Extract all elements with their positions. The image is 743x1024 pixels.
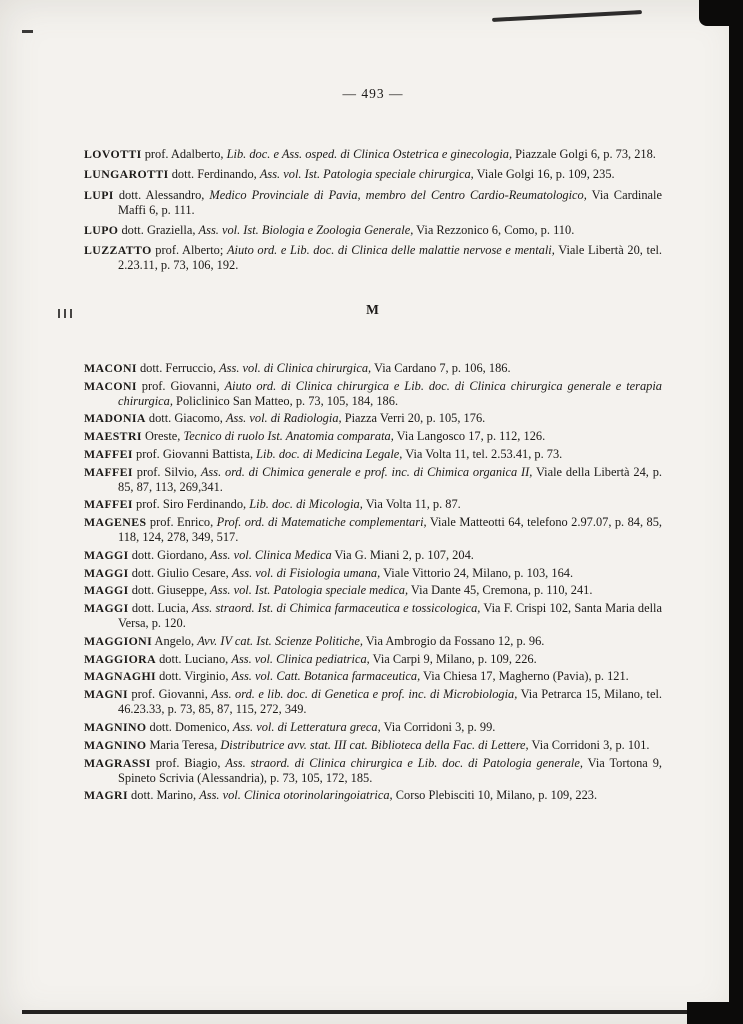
entry-text: prof. Giovanni Battista, [132,446,257,461]
entry-text: dott. Virginio, [156,669,232,684]
entry-text: Via Petrarca 15, Milano, tel. 46.23.33, p. 73, 85, 87, 115, 272, 349. [118,687,662,717]
directory-entry [84,147,662,162]
entry-title-italic: Ass. straord. di Clinica chirurgica e Lib. doc. di Patologia generale, [225,755,583,770]
entry-text: Via Rezzonico 6, Como, p. 110. [413,223,575,238]
entry-text: Via Cardano 7, p. 106, 186. [371,360,511,375]
entry-title-italic: Lib. doc. di Micologia, [249,497,363,512]
page-number: — 493 — [342,86,404,101]
directory-entry [84,583,662,598]
entry-text: dott. Lucia, [128,601,192,616]
entry-title-italic: Ass. vol. Clinica otorinolaringoiatrica, [199,788,393,803]
entry-text: Via Ambrogio da Fossano 12, p. 96. [362,634,545,649]
entry-surname: MAGRASSI [84,755,151,770]
entry-text: Via Dante 45, Cremona, p. 110, 241. [408,583,593,598]
directory-entry [84,167,662,182]
entry-title-italic: Ass. straord. Ist. di Chimica farmaceutica e tossicologica, [191,601,481,616]
directory-entry [84,548,662,563]
directory-entry [84,515,662,545]
entry-text: Viale Vittorio 24, Milano, p. 103, 164. [380,565,574,580]
entry-surname: MAGNAGHI [84,669,157,684]
directory-entry [84,634,662,649]
scan-artifact-margin-tick [64,309,66,318]
entry-text: dott. Giacomo, [145,411,226,426]
entry-title-italic: Ass. vol. di Radiologia, [225,411,342,426]
entry-text: Maria Teresa, [146,737,221,752]
entry-text: prof. Giovanni, [136,378,225,393]
entry-text: dott. Ferruccio, [136,360,220,375]
entry-text: Viale Libertà 20, tel. 2.23.11, p. 73, 106, 192. [118,243,662,273]
directory-entry [84,652,662,667]
scan-artifact-right-band-top [699,0,743,26]
entry-surname: MAGGI [84,583,129,598]
directory-entry [84,411,662,426]
entry-text: Via Carpi 9, Milano, p. 109, 226. [369,651,537,666]
entry-title-italic: Ass. vol. Ist. Biologia e Zoologia Generale, [198,223,414,238]
entry-text: Via G. Miani 2, p. 107, 204. [331,548,474,563]
entry-title-italic: Aiuto ord. e Lib. doc. di Clinica delle malattie nervose e mentali, [226,243,555,258]
directory-entry [84,447,662,462]
entry-text: Via Cardinale Maffi 6, p. 111. [118,187,662,217]
entry-surname: MACONI [84,360,137,375]
entry-surname: MAGGI [84,601,129,616]
entry-title-italic: Lib. doc. e Ass. osped. di Clinica Ostetrica e ginecologia, [226,147,513,162]
directory-entry [84,738,662,753]
entry-text: dott. Domenico, [146,720,233,735]
scan-artifact-bottom-line [22,1010,728,1014]
entry-text: Via Chiesa 17, Magherno (Pavia), p. 121. [420,669,629,684]
directory-entry [84,788,662,803]
entry-text: dott. Giordano, [128,548,211,563]
entry-surname: MAGNINO [84,737,147,752]
entry-text: Via Volta 11, p. 87. [362,497,461,512]
directory-entry [84,429,662,444]
entry-surname: MAGENES [84,515,147,530]
entry-text: Viale Golgi 16, p. 109, 235. [473,167,615,182]
scan-artifact-right-band [729,0,743,1024]
directory-entry [84,223,662,238]
entry-surname: MAGNI [84,687,128,702]
entry-surname: LUPI [84,187,114,202]
entry-title-italic: Ass. vol. Ist. Patologia speciale medica, [210,583,409,598]
entry-text: dott. Giuseppe, [128,583,211,598]
entry-title-italic: Ass. vol. di Letteratura greca, [232,720,381,735]
directory-entry [84,497,662,512]
entry-title-italic: Lib. doc. di Medicina Legale, [256,446,403,461]
scan-artifact-bottom-corner [687,1002,743,1024]
entry-text: Oreste, [141,429,184,444]
entry-title-italic: Ass. vol. di Clinica chirurgica, [219,360,372,375]
scan-artifact-margin-tick [58,309,60,318]
entry-text: dott. Luciano, [156,651,232,666]
directory-entry [84,566,662,581]
entry-text: prof. Giovanni, [127,687,212,702]
entry-title-italic: Ass. vol. Clinica pediatrica, [231,651,370,666]
entry-text: Corso Plebisciti 10, Milano, p. 109, 223. [392,788,598,803]
entry-surname: MADONIA [84,411,146,426]
entry-text: Via Corridoni 3, p. 99. [380,720,496,735]
entry-surname: MAGGI [84,548,129,563]
entry-text: Piazzale Golgi 6, p. 73, 218. [512,147,656,162]
entry-title-italic: Ass. vol. Clinica Medica [210,548,332,563]
entry-text: Via Langosco 17, p. 112, 126. [393,429,546,444]
directory-entry [84,361,662,376]
directory-entry [84,465,662,495]
entry-text: Viale Matteotti 64, telefono 2.97.07, p. 84, 85, 118, 124, 278, 349, 517. [118,515,662,545]
entry-text: Via F. Crispi 102, Santa Maria della Versa, p. 120. [118,601,662,631]
entry-surname: MAGNINO [84,720,147,735]
entry-text: dott. Graziella, [118,223,199,238]
scan-artifact-topleft-dash [22,30,33,33]
section-header-m: M [366,301,380,317]
entry-text: prof. Siro Ferdinando, [132,497,250,512]
entry-title-italic: Ass. vol. Catt. Botanica farmaceutica, [231,669,421,684]
entry-surname: MAFFEI [84,497,133,512]
directory-entry [84,669,662,684]
scan-artifact-top-streak [492,10,642,22]
entry-title-italic: Ass. vol. di Fisiologia umana, [231,565,381,580]
entry-title-italic: Ass. ord. e lib. doc. di Genetica e prof. inc. di Microbiologia, [211,687,518,702]
entry-surname: MAFFEI [84,446,133,461]
directory-entry [84,243,662,273]
entry-title-italic: Distributrice avv. stat. III cat. Biblioteca della Fac. di Lettere, [220,737,529,752]
entry-surname: MAGGIORA [84,651,157,666]
entry-surname: LUNGAROTTI [84,167,169,182]
directory-entry [84,379,662,409]
entry-text: Piazza Verri 20, p. 105, 176. [341,411,486,426]
directory-list-m [84,361,662,804]
directory-entry [84,720,662,735]
entry-surname: LOVOTTI [84,147,142,162]
entry-text: Policlinico San Matteo, p. 73, 105, 184, 186. [172,393,399,408]
entry-text: Viale della Libertà 24, p. 85, 87, 113, 269,341. [118,464,662,494]
directory-entry [84,756,662,786]
entry-surname: MAGRI [84,788,128,803]
entry-text: Via Volta 11, tel. 2.53.41, p. 73. [402,446,563,461]
entry-text: prof. Alberto; [151,243,227,258]
entry-text: dott. Giulio Cesare, [128,565,232,580]
entry-text: dott. Alessandro, [113,187,210,202]
entry-surname: MAGGI [84,565,129,580]
entry-text: Via Tortona 9, Spineto Scrivia (Alessandria), p. 73, 105, 172, 185. [118,755,663,785]
entry-text: dott. Marino, [127,788,200,803]
entry-surname: MAESTRI [84,429,142,444]
page-content [84,86,662,806]
directory-list-l [84,147,662,273]
entry-surname: MAGGIONI [84,634,153,649]
entry-surname: LUPO [84,223,119,238]
scan-artifact-margin-tick [70,309,72,318]
entry-text: Angelo, [152,634,198,649]
directory-entry [84,188,662,218]
entry-text: prof. Adalberto, [141,147,227,162]
directory-entry [84,601,662,631]
entry-surname: LUZZATTO [84,243,152,258]
entry-title-italic: Ass. vol. Ist. Patologia speciale chirurgica, [259,167,474,182]
directory-entry [84,687,662,717]
entry-title-italic: Medico Provinciale di Pavia, membro del Centro Cardio-Reumatologico, [209,187,587,202]
entry-text: Via Corridoni 3, p. 101. [528,737,650,752]
entry-title-italic: Ass. ord. di Chimica generale e prof. inc. di Chimica organica II, [200,464,533,479]
entry-title-italic: Avv. IV cat. Ist. Scienze Politiche, [197,634,363,649]
entry-title-italic: Prof. ord. di Matematiche complementari, [216,515,427,530]
entry-text: prof. Biagio, [150,755,226,770]
entry-surname: MACONI [84,378,137,393]
entry-text: prof. Enrico, [146,515,217,530]
entry-text: prof. Silvio, [132,464,201,479]
entry-surname: MAFFEI [84,464,133,479]
entry-title-italic: Aiuto ord. di Clinica chirurgica e Lib. doc. di Clinica chirurgica generale e terapia chirurgica, [118,378,662,408]
entry-text: dott. Ferdinando, [168,167,260,182]
entry-title-italic: Tecnico di ruolo Ist. Anatomia comparata, [183,429,394,444]
